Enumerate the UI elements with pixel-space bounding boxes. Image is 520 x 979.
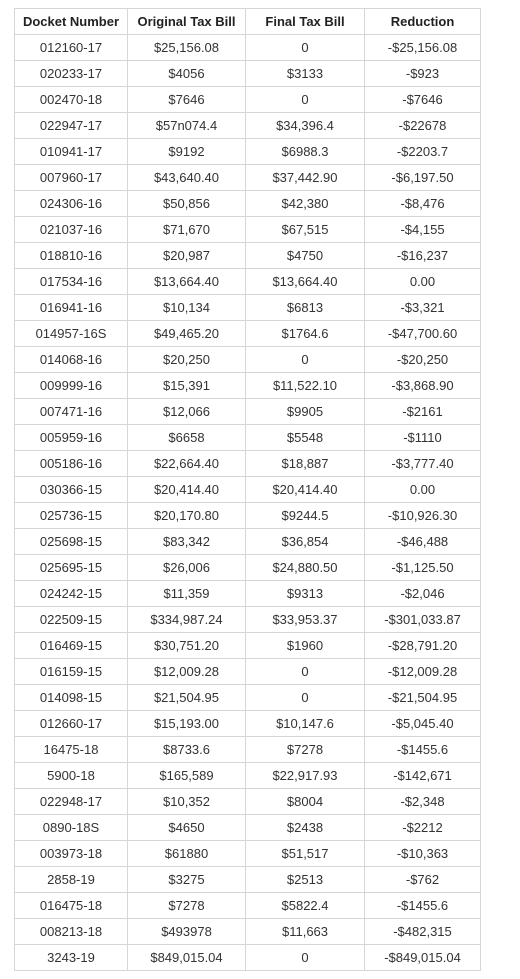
original-tax-bill-cell: $20,414.40 [128,477,246,503]
table-row [15,737,481,763]
docket-number-cell: 014957-16S [15,321,128,347]
original-tax-bill-cell: $13,664.40 [128,269,246,295]
table-row [15,555,481,581]
final-tax-bill-cell: $1764.6 [246,321,365,347]
original-tax-bill-cell: $4650 [128,815,246,841]
docket-number-cell: 024306-16 [15,191,128,217]
final-tax-bill-cell: 0 [246,659,365,685]
tax-appeals-table-container [14,8,481,971]
original-tax-bill-cell: $165,589 [128,763,246,789]
final-tax-bill-cell: $18,887 [246,451,365,477]
final-tax-bill-cell: 0 [246,347,365,373]
final-tax-bill-cell: $22,917.93 [246,763,365,789]
header-reduction: Reduction [365,9,481,35]
original-tax-bill-cell: $493978 [128,919,246,945]
docket-number-cell: 024242-15 [15,581,128,607]
table-row [15,347,481,373]
docket-number-cell: 012160-17 [15,35,128,61]
final-tax-bill-cell: $6813 [246,295,365,321]
docket-number-cell: 005959-16 [15,425,128,451]
docket-number-cell: 16475-18 [15,737,128,763]
final-tax-bill-cell: $34,396.4 [246,113,365,139]
final-tax-bill-cell: $5822.4 [246,893,365,919]
final-tax-bill-cell: $2513 [246,867,365,893]
original-tax-bill-cell: $61880 [128,841,246,867]
original-tax-bill-cell: $7646 [128,87,246,113]
table-row [15,217,481,243]
original-tax-bill-cell: $20,987 [128,243,246,269]
reduction-cell: -$482,315 [365,919,481,945]
reduction-cell: -$923 [365,61,481,87]
original-tax-bill-cell: $10,352 [128,789,246,815]
original-tax-bill-cell: $12,009.28 [128,659,246,685]
table-row [15,815,481,841]
original-tax-bill-cell: $9192 [128,139,246,165]
table-row [15,529,481,555]
reduction-cell: -$46,488 [365,529,481,555]
reduction-cell: -$8,476 [365,191,481,217]
final-tax-bill-cell: $6988.3 [246,139,365,165]
final-tax-bill-cell: $4750 [246,243,365,269]
reduction-cell: -$301,033.87 [365,607,481,633]
table-row [15,789,481,815]
original-tax-bill-cell: $71,670 [128,217,246,243]
original-tax-bill-cell: $57n074.4 [128,113,246,139]
reduction-cell: 0.00 [365,477,481,503]
reduction-cell: -$25,156.08 [365,35,481,61]
docket-number-cell: 025736-15 [15,503,128,529]
original-tax-bill-cell: $11,359 [128,581,246,607]
original-tax-bill-cell: $25,156.08 [128,35,246,61]
final-tax-bill-cell: $3133 [246,61,365,87]
table-row [15,295,481,321]
reduction-cell: 0.00 [365,269,481,295]
final-tax-bill-cell: $9244.5 [246,503,365,529]
table-row [15,269,481,295]
table-row [15,35,481,61]
original-tax-bill-cell: $30,751.20 [128,633,246,659]
reduction-cell: -$47,700.60 [365,321,481,347]
docket-number-cell: 014068-16 [15,347,128,373]
table-row [15,503,481,529]
final-tax-bill-cell: $20,414.40 [246,477,365,503]
docket-number-cell: 009999-16 [15,373,128,399]
original-tax-bill-cell: $12,066 [128,399,246,425]
final-tax-bill-cell: $9905 [246,399,365,425]
reduction-cell: -$3,321 [365,295,481,321]
reduction-cell: -$16,237 [365,243,481,269]
reduction-cell: -$2203.7 [365,139,481,165]
table-body [15,35,481,971]
reduction-cell: -$3,777.40 [365,451,481,477]
header-final-tax-bill: Final Tax Bill [246,9,365,35]
reduction-cell: -$2,348 [365,789,481,815]
docket-number-cell: 2858-19 [15,867,128,893]
table-row [15,867,481,893]
reduction-cell: -$2161 [365,399,481,425]
docket-number-cell: 021037-16 [15,217,128,243]
table-row [15,139,481,165]
table-row [15,477,481,503]
table-row [15,399,481,425]
original-tax-bill-cell: $22,664.40 [128,451,246,477]
docket-number-cell: 005186-16 [15,451,128,477]
final-tax-bill-cell: $11,522.10 [246,373,365,399]
final-tax-bill-cell: 0 [246,35,365,61]
table-row [15,191,481,217]
reduction-cell: -$2212 [365,815,481,841]
table-row [15,87,481,113]
docket-number-cell: 016159-15 [15,659,128,685]
reduction-cell: -$1455.6 [365,893,481,919]
table-row [15,633,481,659]
reduction-cell: -$142,671 [365,763,481,789]
table-row [15,841,481,867]
reduction-cell: -$3,868.90 [365,373,481,399]
table-row [15,607,481,633]
original-tax-bill-cell: $3275 [128,867,246,893]
final-tax-bill-cell: 0 [246,685,365,711]
original-tax-bill-cell: $83,342 [128,529,246,555]
reduction-cell: -$21,504.95 [365,685,481,711]
original-tax-bill-cell: $20,170.80 [128,503,246,529]
docket-number-cell: 016469-15 [15,633,128,659]
docket-number-cell: 025698-15 [15,529,128,555]
table-row [15,893,481,919]
docket-number-cell: 017534-16 [15,269,128,295]
reduction-cell: -$10,363 [365,841,481,867]
tax-appeals-table [14,8,481,971]
original-tax-bill-cell: $334,987.24 [128,607,246,633]
docket-number-cell: 007960-17 [15,165,128,191]
original-tax-bill-cell: $8733.6 [128,737,246,763]
reduction-cell: -$12,009.28 [365,659,481,685]
original-tax-bill-cell: $849,015.04 [128,945,246,971]
original-tax-bill-cell: $15,193.00 [128,711,246,737]
docket-number-cell: 022948-17 [15,789,128,815]
docket-number-cell: 002470-18 [15,87,128,113]
final-tax-bill-cell: $37,442.90 [246,165,365,191]
original-tax-bill-cell: $7278 [128,893,246,919]
reduction-cell: -$6,197.50 [365,165,481,191]
reduction-cell: -$22678 [365,113,481,139]
table-row [15,243,481,269]
table-row [15,919,481,945]
reduction-cell: -$5,045.40 [365,711,481,737]
original-tax-bill-cell: $6658 [128,425,246,451]
original-tax-bill-cell: $21,504.95 [128,685,246,711]
reduction-cell: -$1455.6 [365,737,481,763]
reduction-cell: -$28,791.20 [365,633,481,659]
docket-number-cell: 012660-17 [15,711,128,737]
docket-number-cell: 018810-16 [15,243,128,269]
final-tax-bill-cell: $51,517 [246,841,365,867]
table-row [15,61,481,87]
original-tax-bill-cell: $26,006 [128,555,246,581]
table-row [15,321,481,347]
final-tax-bill-cell: $33,953.37 [246,607,365,633]
final-tax-bill-cell: $36,854 [246,529,365,555]
table-row [15,685,481,711]
original-tax-bill-cell: $15,391 [128,373,246,399]
docket-number-cell: 020233-17 [15,61,128,87]
docket-number-cell: 0890-18S [15,815,128,841]
docket-number-cell: 008213-18 [15,919,128,945]
table-row [15,711,481,737]
table-row [15,763,481,789]
reduction-cell: -$762 [365,867,481,893]
table-header [15,9,481,35]
docket-number-cell: 5900-18 [15,763,128,789]
table-row [15,165,481,191]
docket-number-cell: 022509-15 [15,607,128,633]
table-row [15,581,481,607]
reduction-cell: -$20,250 [365,347,481,373]
final-tax-bill-cell: $10,147.6 [246,711,365,737]
reduction-cell: -$2,046 [365,581,481,607]
docket-number-cell: 016941-16 [15,295,128,321]
final-tax-bill-cell: $13,664.40 [246,269,365,295]
final-tax-bill-cell: $8004 [246,789,365,815]
table-row [15,425,481,451]
final-tax-bill-cell: $5548 [246,425,365,451]
original-tax-bill-cell: $10,134 [128,295,246,321]
final-tax-bill-cell: 0 [246,945,365,971]
docket-number-cell: 003973-18 [15,841,128,867]
original-tax-bill-cell: $4056 [128,61,246,87]
reduction-cell: -$849,015.04 [365,945,481,971]
table-row [15,373,481,399]
reduction-cell: -$7646 [365,87,481,113]
reduction-cell: -$1,125.50 [365,555,481,581]
final-tax-bill-cell: 0 [246,87,365,113]
docket-number-cell: 007471-16 [15,399,128,425]
docket-number-cell: 030366-15 [15,477,128,503]
original-tax-bill-cell: $49,465.20 [128,321,246,347]
final-tax-bill-cell: $11,663 [246,919,365,945]
docket-number-cell: 010941-17 [15,139,128,165]
final-tax-bill-cell: $2438 [246,815,365,841]
original-tax-bill-cell: $43,640.40 [128,165,246,191]
final-tax-bill-cell: $1960 [246,633,365,659]
reduction-cell: -$1110 [365,425,481,451]
final-tax-bill-cell: $9313 [246,581,365,607]
final-tax-bill-cell: $7278 [246,737,365,763]
docket-number-cell: 016475-18 [15,893,128,919]
original-tax-bill-cell: $20,250 [128,347,246,373]
final-tax-bill-cell: $42,380 [246,191,365,217]
docket-number-cell: 014098-15 [15,685,128,711]
reduction-cell: -$10,926.30 [365,503,481,529]
final-tax-bill-cell: $67,515 [246,217,365,243]
table-row [15,113,481,139]
docket-number-cell: 3243-19 [15,945,128,971]
table-row [15,451,481,477]
table-row [15,659,481,685]
reduction-cell: -$4,155 [365,217,481,243]
docket-number-cell: 025695-15 [15,555,128,581]
table-row [15,945,481,971]
header-docket-number: Docket Number [15,9,128,35]
final-tax-bill-cell: $24,880.50 [246,555,365,581]
docket-number-cell: 022947-17 [15,113,128,139]
header-row [15,9,481,35]
header-original-tax-bill: Original Tax Bill [128,9,246,35]
original-tax-bill-cell: $50,856 [128,191,246,217]
